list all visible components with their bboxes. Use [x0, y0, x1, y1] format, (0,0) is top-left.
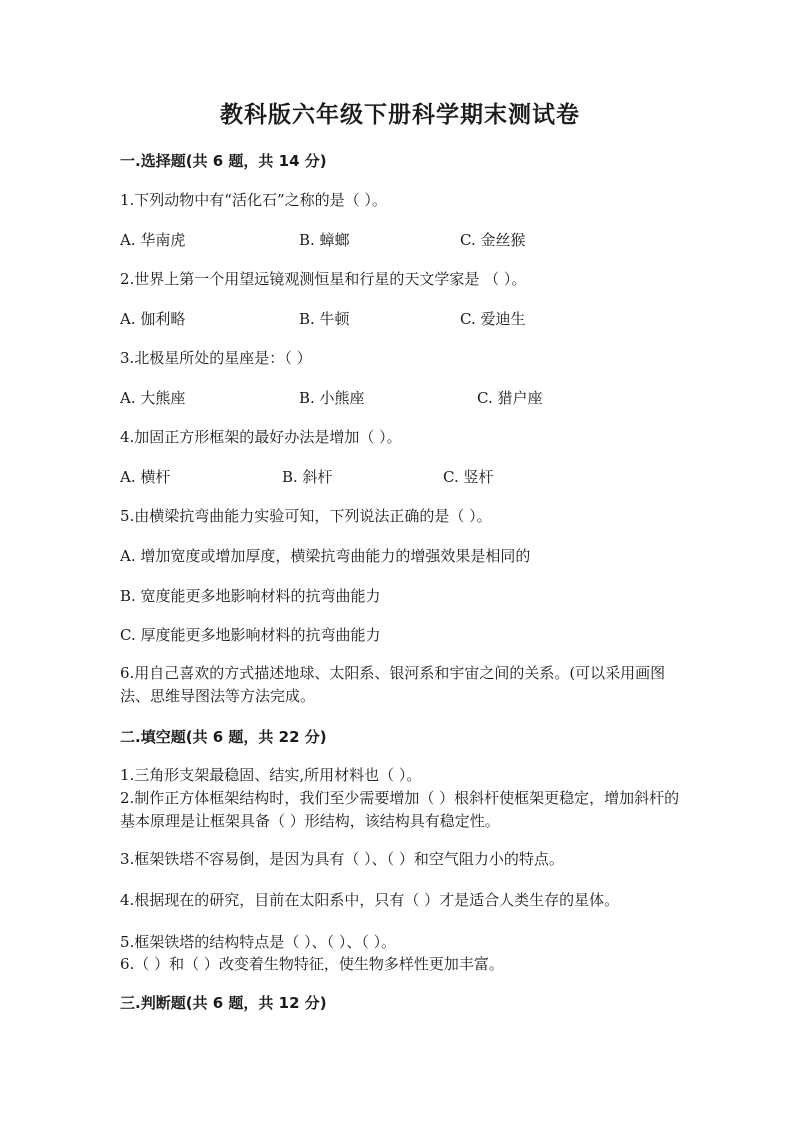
choice-option-4c: C. 竖杆 [443, 468, 494, 486]
fill-question-2: 2.制作正方体框架结构时，我们至少需要增加（ ）根斜杆使框架更稳定，增加斜杆的基本原理是让框架具备（ ）形结构，该结构具有稳定性。 [120, 789, 680, 830]
fill-question-6: 6.（ ）和（ ）改变着生物特征，使生物多样性更加丰富。 [120, 955, 504, 973]
fill-question-4: 4.根据现在的研究，目前在太阳系中，只有（ ）才是适合人类生存的星体。 [120, 891, 620, 909]
fill-question-3: 3.框架铁塔不容易倒，是因为具有（ ）、（ ）和空气阻力小的特点。 [120, 850, 564, 868]
choice-option-3a: A. 大熊座 [120, 389, 186, 407]
choice-option-1a: A. 华南虎 [120, 231, 186, 249]
choice-option-2a: A. 伽利略 [120, 310, 186, 328]
fill-question-5: 5.框架铁塔的结构特点是（ ）、（ ）、（ ）。 [120, 933, 397, 951]
choice-option-3c: C. 猎户座 [477, 389, 543, 407]
choice-question-2: 2.世界上第一个用望远镜观测恒星和行星的天文学家是 （ ）。 [120, 270, 527, 288]
choice-question-5: 5.由横梁抗弯曲能力实验可知，下列说法正确的是（ ）。 [120, 507, 492, 525]
choice-option-4b: B. 斜杆 [282, 468, 333, 486]
section-heading-judge: 三.判断题(共 6 题，共 12 分) [120, 994, 327, 1012]
choice-option-3b: B. 小熊座 [299, 389, 365, 407]
choice-option-1b: B. 蟑螂 [299, 231, 350, 249]
choice-option-1c: C. 金丝猴 [460, 231, 526, 249]
choice-question-6: 6.用自己喜欢的方式描述地球、太阳系、银河系和宇宙之间的关系。(可以采用画图法、思维导图法等方法完成。 [120, 664, 666, 705]
choice-question-4: 4.加固正方形框架的最好办法是增加（ ）。 [120, 428, 402, 446]
choice-option-2b: B. 牛顿 [299, 310, 350, 328]
choice-question-3: 3.北极星所处的星座是：（ ） [120, 349, 312, 367]
choice-question-1: 1.下列动物中有“活化石”之称的是（ ）。 [120, 191, 387, 209]
section-heading-choice: 一.选择题(共 6 题，共 14 分) [120, 152, 327, 170]
section-heading-fill: 二.填空题(共 6 题，共 22 分) [120, 728, 327, 746]
choice-option-4a: A. 横杆 [120, 468, 171, 486]
choice-option-5c: C. 厚度能更多地影响材料的抗弯曲能力 [120, 626, 381, 644]
choice-option-2c: C. 爱迪生 [460, 310, 526, 328]
choice-option-5b: B. 宽度能更多地影响材料的抗弯曲能力 [120, 587, 381, 605]
fill-question-1: 1.三角形支架最稳固、结实,所用材料也（ ）。 [120, 766, 422, 784]
exam-title: 教科版六年级下册科学期末测试卷 [220, 101, 580, 128]
choice-option-5a: A. 增加宽度或增加厚度，横梁抗弯曲能力的增强效果是相同的 [120, 547, 531, 565]
